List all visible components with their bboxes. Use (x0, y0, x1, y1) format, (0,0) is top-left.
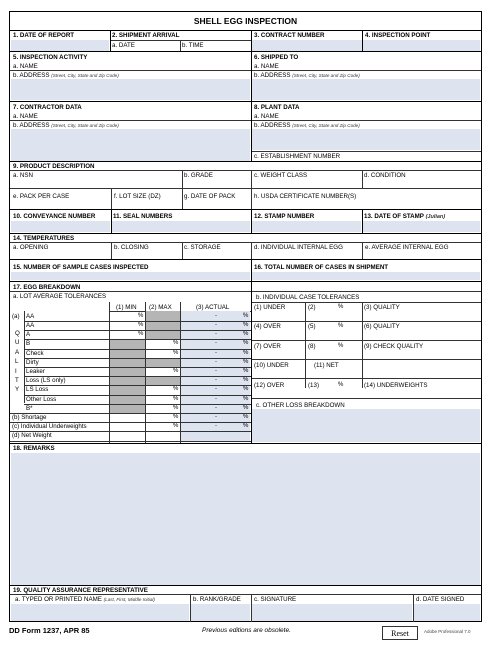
tol-5: (5) (308, 323, 316, 330)
label-shipped-address: b. ADDRESS (Street, City, State and Zip Code) (254, 72, 360, 79)
total-cases-field[interactable] (252, 272, 480, 280)
label-opening: a. OPENING (13, 244, 49, 251)
tol-quality-6: (6) QUALITY (364, 323, 400, 330)
row-divider (24, 358, 251, 359)
contract-number-field[interactable] (252, 40, 362, 51)
tol-13-pct: % (338, 382, 344, 388)
label-remarks: 18. REMARKS (13, 445, 55, 452)
tol-over-4: (4) OVER (254, 323, 281, 330)
actual-dash: - (215, 404, 217, 411)
lot-row-label: B* (26, 404, 33, 412)
lot-row-label: B (26, 340, 31, 348)
col-min: (1) MIN (116, 304, 137, 311)
label-date-of-pack: g. DATE OF PACK (184, 193, 236, 200)
tol-8-pct: % (338, 343, 344, 349)
actual-pct-aa: % (243, 313, 249, 319)
label-condition: d. CONDITION (364, 172, 406, 179)
actual-pct: % (243, 349, 249, 356)
seal-numbers-field[interactable] (112, 221, 250, 232)
row-divider (24, 385, 251, 386)
actual-dash: - (215, 322, 217, 328)
actual-pct: % (243, 423, 249, 430)
min-cell[interactable] (110, 413, 145, 422)
min-pct-aa: % (138, 313, 144, 319)
quality-a-label: (a) (12, 313, 20, 320)
lot-row-label: AA (26, 322, 35, 329)
tol-quality: (3) QUALITY (364, 304, 400, 311)
actual-dash: - (215, 414, 217, 420)
table-column-divider (145, 302, 146, 443)
actual-dash: - (215, 349, 217, 356)
label-lot-size: f. LOT SIZE (DZ) (114, 193, 161, 200)
table-column-divider (109, 302, 110, 443)
row-divider (24, 330, 251, 331)
label-seal-numbers: 11. SEAL NUMBERS (113, 213, 173, 220)
label-sample-cases: 15. NUMBER OF SAMPLE CASES INSPECTED (13, 264, 149, 271)
tol-5-pct: % (338, 323, 344, 329)
tol-under-10: (10) UNDER (254, 362, 289, 369)
col-actual: (3) ACTUAL (196, 304, 230, 311)
row-divider (10, 413, 251, 414)
max-shaded-header (146, 311, 180, 321)
label-plant-data: 8. PLANT DATA (254, 104, 300, 111)
quality-letter: L (15, 358, 19, 366)
min-shaded-cell (110, 385, 145, 394)
label-total-cases: 16. TOTAL NUMBER OF CASES IN SHIPMENT (254, 264, 389, 271)
tol-8: (8) (308, 343, 316, 350)
actual-dash: - (215, 331, 217, 338)
other-loss-breakdown-field[interactable] (252, 409, 480, 442)
actual-pct: % (243, 377, 249, 384)
row-divider (24, 367, 251, 368)
form-number: DD Form 1237, APR 85 (9, 626, 90, 635)
min-shaded-cell (110, 395, 145, 404)
quality-letter: A (15, 348, 20, 356)
min-cell[interactable] (110, 431, 145, 440)
actual-dash: - (215, 358, 217, 365)
form-title: SHELL EGG INSPECTION (193, 16, 298, 26)
lot-row-label: Leaker (26, 368, 45, 375)
plant-address-field[interactable] (252, 129, 480, 150)
lot-row-label: A (26, 331, 31, 339)
min-shaded-cell (110, 376, 145, 385)
typed-name-field[interactable] (11, 604, 189, 621)
label-establishment-number: c. ESTABLISHMENT NUMBER (254, 153, 341, 160)
actual-pct: % (243, 358, 249, 365)
actual-pct: % (243, 340, 249, 347)
max-shaded-cell (146, 358, 180, 367)
label-conveyance-number: 10. CONVEYANCE NUMBER (13, 213, 96, 220)
label-typed-name: a. TYPED OR PRINTED NAME (Last, First, Middle Initial) (15, 596, 155, 603)
rank-grade-field[interactable] (191, 604, 250, 621)
lot-row-label: Other Loss (26, 395, 57, 403)
conveyance-number-field[interactable] (11, 221, 110, 232)
lot-row-label-aa: AA (26, 313, 35, 320)
label-closing: b. CLOSING (114, 244, 149, 251)
row-divider (24, 404, 251, 405)
label-individual-case-tolerances: b. INDIVIDUAL CASE TOLERANCES (256, 294, 360, 301)
min-shaded-cell (110, 339, 145, 348)
label-contractor-address: b. ADDRESS (Street, City, State and Zip Code) (13, 122, 119, 129)
shipped-address-field[interactable] (252, 79, 480, 100)
label-grade: b. GRADE (184, 172, 213, 179)
label-stamp-number: 12. STAMP NUMBER (254, 213, 315, 220)
quality-letter: Y (15, 386, 20, 394)
max-shaded-cell (146, 330, 180, 339)
contractor-address-field[interactable] (11, 129, 250, 161)
sample-cases-field[interactable] (11, 272, 250, 280)
label-qar: 19. QUALITY ASSURANCE REPRESENTATIVE (13, 587, 148, 594)
label-activity-name: a. NAME (13, 63, 38, 70)
max-pct: % (173, 414, 179, 420)
actual-pct: % (243, 395, 249, 402)
adobe-version: Adobe Professional 7.0 (424, 629, 471, 634)
label-storage: c. STORAGE (184, 244, 221, 251)
min-shaded-cell (110, 358, 145, 367)
label-egg-breakdown: 17. EGG BREAKDOWN (13, 284, 81, 291)
quality-letter: U (15, 339, 20, 347)
label-contractor-name: a. NAME (13, 113, 38, 120)
max-pct: % (173, 404, 179, 411)
row-divider (24, 321, 251, 322)
max-pct: % (173, 423, 179, 430)
tol-under: (1) UNDER (254, 304, 286, 311)
label-date-of-report: 1. DATE OF REPORT (13, 32, 75, 39)
quality-letter: T (15, 377, 19, 384)
label-shipped-to: 6. SHIPPED TO (254, 54, 299, 61)
label-activity-address: b. ADDRESS (Street, City, State and Zip Code) (13, 72, 119, 79)
row-divider (24, 395, 251, 396)
row-divider (24, 349, 251, 350)
row-divider (10, 431, 251, 432)
lot-row-label: (b) Shortage (12, 414, 47, 421)
label-plant-address: b. ADDRESS (Street, City, State and Zip Code) (254, 122, 360, 129)
min-cell[interactable] (110, 422, 145, 431)
label-shipment-arrival: 2. SHIPMENT ARRIVAL (112, 32, 180, 39)
date-of-stamp-field[interactable] (363, 221, 480, 232)
label-other-loss-breakdown: c. OTHER LOSS BREAKDOWN (256, 402, 345, 409)
label-inspection-activity: 5. INSPECTION ACTIVITY (13, 54, 88, 61)
reset-button[interactable]: Reset (382, 626, 418, 640)
lot-row-label: Dirty (26, 358, 39, 366)
label-arrival-date: a. DATE (112, 42, 135, 49)
actual-dash: - (215, 377, 217, 384)
min-pct: % (138, 331, 144, 338)
actual-pct: % (243, 414, 249, 420)
label-temperatures: 14. TEMPERATURES (13, 235, 75, 242)
signature-field[interactable] (252, 604, 412, 621)
max-shaded-cell (146, 376, 180, 385)
remarks-field[interactable] (11, 453, 480, 585)
actual-dash: - (215, 368, 217, 374)
col-max: (2) MAX (149, 304, 172, 311)
label-rank-grade: b. RANK/GRADE (193, 596, 241, 603)
shell-egg-inspection-form (9, 11, 482, 622)
tol-13: (13) (308, 382, 320, 389)
actual-pct: % (243, 386, 249, 393)
stamp-number-field[interactable] (252, 221, 361, 232)
label-lot-average-tolerances: a. LOT AVERAGE TOLERANCES (13, 293, 107, 300)
row-divider (10, 422, 251, 423)
lot-row-label: LS Loss (26, 386, 49, 394)
label-inspection-point: 4. INSPECTION POINT (365, 32, 431, 39)
lot-row-label: Loss (LS only) (26, 377, 66, 385)
label-product-description: 9. PRODUCT DESCRIPTION (13, 163, 95, 170)
label-date-of-stamp: 13. DATE OF STAMP (Julian) (364, 213, 446, 220)
quality-letter: Q (15, 330, 20, 337)
max-pct: % (173, 395, 179, 402)
tol-over-7: (7) OVER (254, 343, 281, 350)
label-date-signed: d. DATE SIGNED (416, 596, 465, 603)
max-pct: % (173, 349, 179, 356)
actual-dash: - (215, 423, 217, 430)
table-column-divider (180, 302, 181, 443)
actual-dash-aa: - (215, 313, 217, 319)
label-shipped-name: a. NAME (254, 63, 279, 70)
lot-row-label: Check (26, 349, 44, 357)
label-contract-number: 3. CONTRACT NUMBER (254, 32, 325, 39)
actual-dash: - (215, 340, 217, 347)
tol-underweights: (14) UNDERWEIGHTS (364, 382, 428, 389)
label-nsn: a. NSN (13, 172, 33, 179)
row-divider (24, 339, 251, 340)
row-divider (10, 441, 251, 442)
tol-over-12: (12) OVER (254, 382, 285, 389)
actual-pct: % (243, 368, 249, 374)
label-contractor-data: 7. CONTRACTOR DATA (13, 104, 82, 111)
lot-row-label: (d) Net Weight (12, 432, 52, 440)
activity-address-field[interactable] (11, 79, 250, 100)
date-of-report-field[interactable] (11, 40, 109, 51)
actual-pct: % (243, 404, 249, 411)
max-pct: % (173, 368, 179, 374)
label-pack-per-case: e. PACK PER CASE (13, 193, 70, 200)
label-average-internal-egg: e. AVERAGE INTERNAL EGG (365, 244, 449, 251)
min-pct: % (138, 322, 144, 328)
min-shaded-cell (110, 404, 145, 413)
max-pct: % (173, 340, 179, 347)
lot-row-label: (c) Individual Underweights (12, 423, 87, 431)
actual-pct: % (243, 322, 249, 328)
inspection-point-field[interactable] (363, 40, 480, 51)
row-divider (24, 376, 251, 377)
label-signature: c. SIGNATURE (254, 596, 297, 603)
actual-pct: % (243, 331, 249, 338)
quality-letter: I (15, 367, 17, 375)
tol-check-quality: (9) CHECK QUALITY (364, 343, 424, 350)
label-arrival-time: b. TIME (182, 42, 204, 49)
previous-editions-note: Previous editions are obsolete. (202, 627, 291, 634)
min-shaded-cell (110, 349, 145, 358)
table-column-divider (24, 311, 25, 403)
date-signed-field[interactable] (414, 604, 480, 621)
max-shaded-cell (146, 321, 180, 330)
tol-net-11: (11) NET (314, 362, 339, 369)
label-weight-class: c. WEIGHT CLASS (254, 172, 308, 179)
label-usda-certificate: h. USDA CERTIFICATE NUMBER(S) (254, 193, 357, 200)
tol-2-pct: % (338, 304, 344, 310)
min-shaded-cell (110, 367, 145, 376)
label-individual-internal-egg: d. INDIVIDUAL INTERNAL EGG (254, 244, 343, 251)
max-pct: % (173, 386, 179, 393)
actual-dash: - (215, 386, 217, 393)
tol-2: (2) (308, 304, 316, 311)
label-plant-name: a. NAME (254, 113, 279, 120)
net-weight-cell[interactable] (181, 431, 250, 440)
actual-dash: - (215, 395, 217, 402)
